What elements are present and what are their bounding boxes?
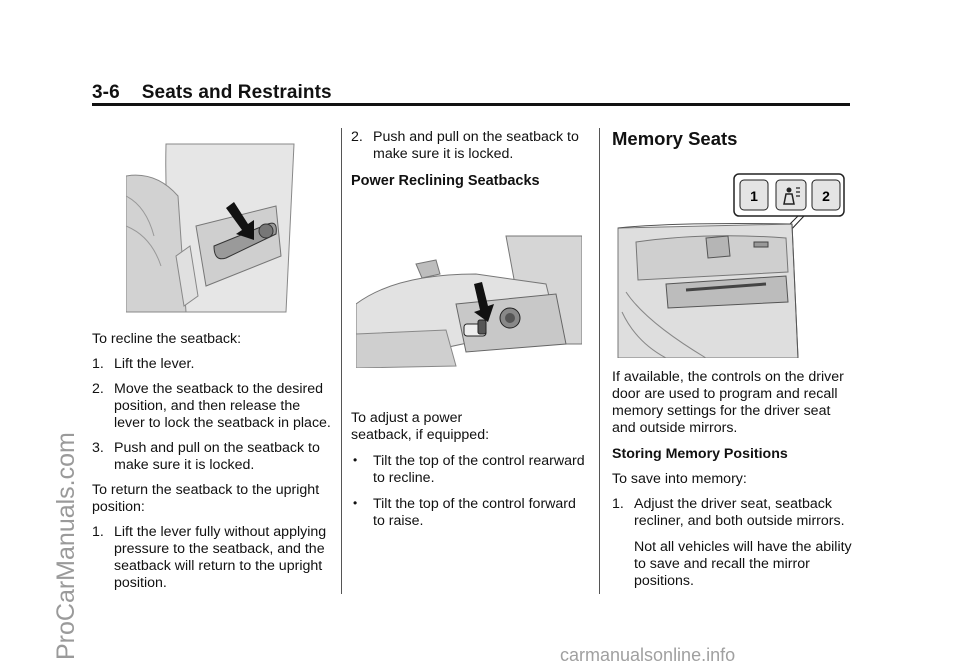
mirror-note: Not all vehicles will have the ability to save and recall the mirror positions. xyxy=(634,539,852,589)
column-1-text xyxy=(92,331,332,592)
memory-seats-heading: Memory Seats xyxy=(612,128,738,149)
list-item: • Tilt the top of the control rearward to recline. xyxy=(353,453,585,486)
list-item: 1. Lift the lever fully without applying pressure to the seatback, and the seatback will return to the upright position. xyxy=(92,524,327,591)
list-item: 3. Push and pull on the seatback to make sure it is locked. xyxy=(92,440,320,473)
memory-button-1-label: 1 xyxy=(750,188,758,204)
memory-controls-illustration xyxy=(616,172,848,358)
bullet-icon: • xyxy=(353,496,358,510)
header-rule xyxy=(92,103,850,106)
column-divider-2 xyxy=(599,128,600,594)
power-reclining-heading: Power Reclining Seatbacks xyxy=(351,173,540,189)
adjust-text: To adjust a power seatback, if equipped: xyxy=(351,410,490,443)
page-number: 3-6 xyxy=(92,82,120,103)
save-text: To save into memory: xyxy=(612,471,747,487)
watermark-bottom: carmanualsonline.info xyxy=(560,645,736,665)
column-3-text xyxy=(612,369,852,590)
memory-button-2-label: 2 xyxy=(822,188,830,204)
recline-intro: To recline the seatback: xyxy=(92,331,242,347)
list-item: 1. Adjust the driver seat, seatback recliner, and both outside mirrors. xyxy=(612,496,845,529)
power-seat-illustration xyxy=(356,234,582,368)
column-2-top xyxy=(351,129,591,190)
page-header xyxy=(92,82,332,104)
memory-seats-heading-wrap xyxy=(612,128,737,150)
watermark-left: ProCarManuals.com xyxy=(52,432,80,660)
recline-lever-illustration xyxy=(126,136,296,318)
list-item: • Tilt the top of the control forward to raise. xyxy=(353,496,576,529)
storing-memory-subheading: Storing Memory Positions xyxy=(612,446,788,462)
memory-intro: If available, the controls on the driver door are used to program and recall memory settings for the driver seat and outside mirrors. xyxy=(612,369,844,436)
list-item: 1. Lift the lever. xyxy=(92,356,195,372)
column-2-bottom xyxy=(351,410,591,530)
list-item: 2. Push and pull on the seatback to make sure it is locked. xyxy=(351,129,579,162)
return-text: To return the seatback to the upright position: xyxy=(92,482,320,515)
section-title: Seats and Restraints xyxy=(141,82,332,103)
bullet-icon: • xyxy=(353,453,358,467)
list-item: 2. Move the seatback to the desired position, and then release the lever to lock the seatback in place. xyxy=(92,381,331,431)
column-divider-1 xyxy=(341,128,342,594)
